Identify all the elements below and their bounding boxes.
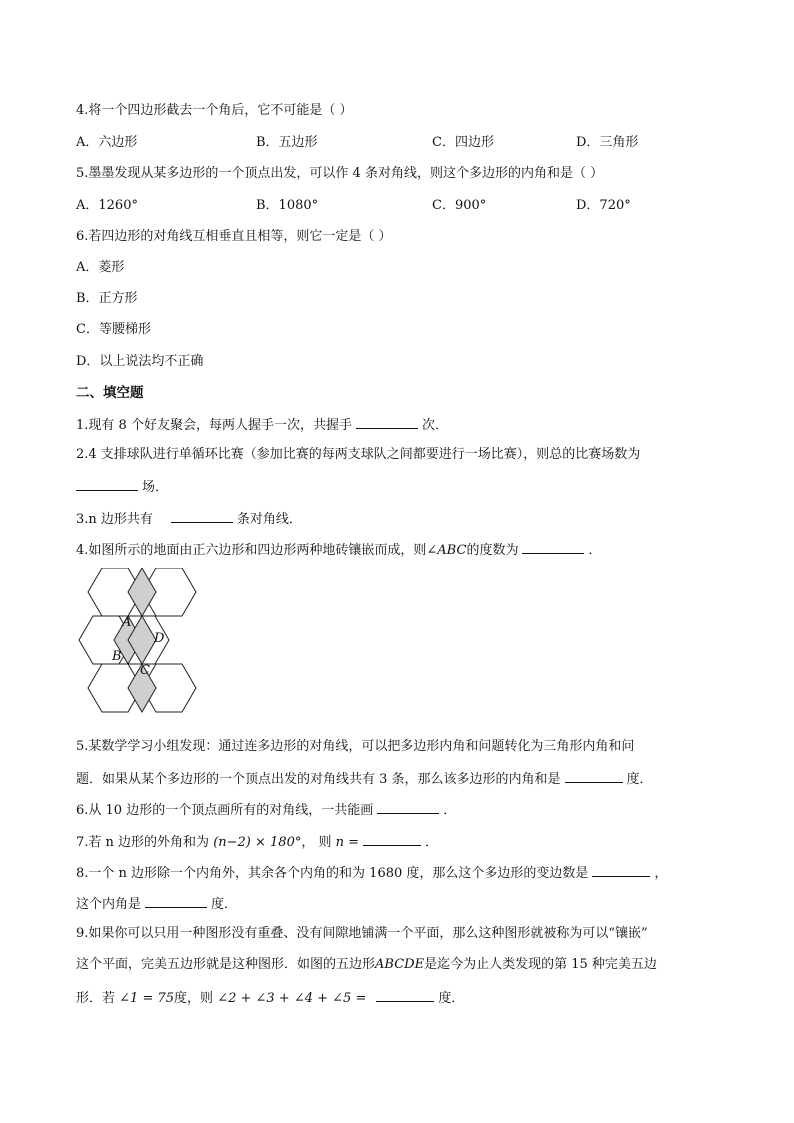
fill-q7-mid: ， 则	[301, 835, 332, 850]
fill-q7-tail: ．	[425, 835, 439, 850]
answer-blank[interactable]	[363, 832, 421, 846]
angle-abc: ∠ABC	[426, 543, 467, 558]
q6-option-d[interactable]: D．以上说法均不正确	[76, 354, 204, 369]
fill-question-8	[76, 863, 667, 883]
fill-q8-tail: 度．	[211, 897, 238, 912]
tiling-figure	[72, 568, 202, 728]
answer-blank[interactable]	[171, 509, 233, 523]
q5-option-d[interactable]: D．720°	[576, 198, 631, 213]
fill-q1-tail: 次．	[421, 418, 448, 433]
fill-question-2: 2.4 支排球队进行单循环比赛（参加比赛的每两支球队之间都要进行一场比赛），则总的比赛场数为	[76, 447, 641, 462]
fill-q6-text: 6.从 10 边形的一个顶点画所有的对角线，一共能画	[76, 803, 374, 818]
question-5-stem: 5.墨墨发现从某多边形的一个顶点出发，可以作 4 条对角线，则这个多边形的内角和是（ ）	[76, 166, 604, 181]
fill-q5-text: 题．如果从某个多边形的一个顶点出发的对角线共有 3 条，那么该多边形的内角和是	[76, 772, 561, 787]
fill-q4-mid: 的度数为	[466, 543, 519, 558]
fill-question-3	[76, 509, 302, 529]
label-d: D	[154, 631, 165, 646]
fill-q8-text2: 这个内角是	[76, 897, 142, 912]
q6-option-a[interactable]: A．菱形	[76, 260, 125, 275]
n-equals: n =	[335, 835, 360, 850]
fill-question-6	[76, 800, 456, 820]
fill-question-1	[76, 415, 448, 435]
q5-option-b[interactable]: B．1080°	[256, 198, 319, 213]
q4-option-c[interactable]: C．四边形	[432, 135, 494, 150]
answer-blank[interactable]	[76, 477, 138, 491]
fill-q5-tail: 度．	[626, 772, 653, 787]
q4-option-d[interactable]: D．三角形	[576, 135, 639, 150]
answer-blank[interactable]	[592, 863, 650, 877]
pentagon-abcde: ABCDE	[375, 957, 425, 972]
fill-q4-tail: ．	[588, 543, 602, 558]
question-4-stem: 4.将一个四边形截去一个角后，它不可能是（ ）	[76, 103, 353, 118]
q6-option-b[interactable]: B．正方形	[76, 291, 138, 306]
fill-question-2-cont	[76, 477, 168, 497]
fill-q3-tail: 条对角线．	[236, 512, 302, 527]
q4-option-a[interactable]: A．六边形	[76, 135, 138, 150]
answer-blank[interactable]	[522, 540, 584, 554]
fill-q2-tail: 场．	[142, 480, 169, 495]
fill-q9-text4: 度，则	[174, 991, 214, 1006]
fill-q8-comma: ，	[654, 866, 668, 881]
fill-question-4	[76, 540, 601, 560]
fill-q8-text: 8.一个 n 边形除一个内角外，其余各个内角的和为 1680 度，那么这个多边形的变边数是	[76, 866, 589, 881]
angle-sum: ∠2 + ∠3 + ∠4 + ∠5 =	[217, 991, 367, 1006]
label-b: B	[112, 649, 122, 664]
fill-q9-text3: 形．若	[76, 991, 116, 1006]
label-c: C	[140, 663, 150, 678]
answer-blank[interactable]	[376, 988, 434, 1002]
q6-option-c[interactable]: C．等腰梯形	[76, 322, 151, 337]
fill-q1-text: 1.现有 8 个好友聚会，每两人握手一次，共握手	[76, 418, 352, 433]
q5-option-c[interactable]: C．900°	[432, 198, 487, 213]
fill-question-9-cont2	[76, 988, 464, 1008]
answer-blank[interactable]	[145, 894, 207, 908]
answer-blank[interactable]	[377, 800, 439, 814]
fill-q9-text: 这个平面，完美五边形就是这种图形．如图的五边形	[76, 957, 376, 972]
q5-option-a[interactable]: A．1260°	[76, 198, 138, 213]
fill-q9-tail: 度．	[438, 991, 465, 1006]
fill-question-9-cont	[76, 956, 657, 974]
label-a: A	[122, 615, 132, 630]
fill-q9-text2: 是迄今为止人类发现的第 15 种完美五边	[424, 957, 657, 972]
exterior-sum-formula: (n−2) × 180°	[213, 835, 302, 850]
fill-question-8-cont	[76, 894, 237, 914]
fill-q3-text: 3.n 边形共有	[76, 512, 153, 527]
fill-q7-text: 7.若 n 边形的外角和为	[76, 835, 210, 850]
fill-q4-text: 4.如图所示的地面由正六边形和四边形两种地砖镶嵌而成，则	[76, 543, 427, 558]
question-6-stem: 6.若四边形的对角线互相垂直且相等，则它一定是（ ）	[76, 229, 392, 244]
fill-q6-tail: ．	[443, 803, 457, 818]
answer-blank[interactable]	[565, 769, 623, 783]
fill-question-5-cont	[76, 769, 653, 789]
fill-question-5: 5.某数学学习小组发现：通过连多边形的对角线，可以把多边形内角和问题转化为三角形内角和问	[76, 739, 635, 754]
fill-question-9: 9.如果你可以只用一种图形没有重叠、没有间隙地铺满一个平面，那么这种图形就被称为可以“镶嵌”	[76, 926, 648, 941]
fill-question-7	[76, 832, 438, 852]
q4-option-b[interactable]: B．五边形	[256, 135, 318, 150]
answer-blank[interactable]	[356, 415, 418, 429]
section-heading: 二、填空题	[76, 385, 144, 401]
angle-1: ∠1 = 75	[119, 991, 175, 1006]
